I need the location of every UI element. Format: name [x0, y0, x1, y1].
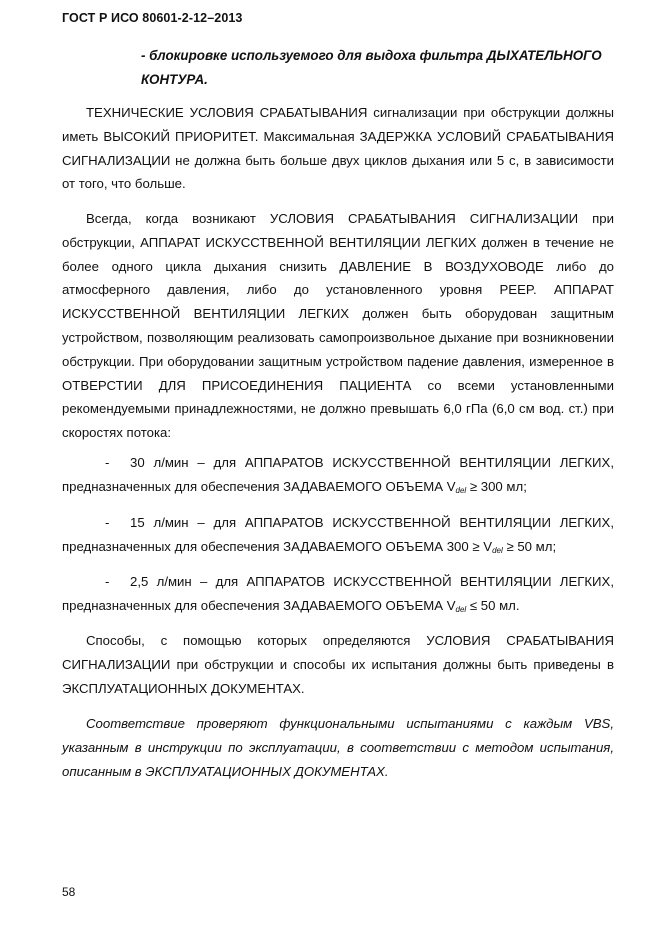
bullet-text: 30 л/мин – для АППАРАТОВ ИСКУССТВЕННОЙ ВЕНТИЛЯЦИИ ЛЕГКИХ, предназначенных для обеспечения ЗАДАВАЕМОГО ОБЪЕМА V	[62, 455, 614, 494]
bullet-subscript: del	[455, 486, 467, 495]
bullet-tail: ≤ 50 мл.	[466, 598, 520, 613]
paragraph-alarm-priority: ТЕХНИЧЕСКИЕ УСЛОВИЯ СРАБАТЫВАНИЯ сигнализации при обструкции должны иметь ВЫСОКИЙ ПРИОРИТЕТ. Максимальная ЗАДЕРЖКА УСЛОВИЙ СРАБАТЫВАНИЯ СИГНАЛИЗАЦИИ не должна быть больше двух циклов дыхания или 5 с, в зависимости от того, что больше.	[62, 105, 614, 192]
bullet-subscript: del	[492, 546, 503, 555]
bullet-subscript: del	[455, 605, 467, 614]
subheading-line-2: КОНТУРА.	[141, 72, 208, 87]
list-item-flow-2-5	[62, 570, 614, 622]
bullet-dash: -	[105, 574, 110, 589]
list-item-flow-15	[62, 511, 614, 563]
bullet-dash: -	[105, 455, 110, 470]
subheading-line-1: - блокировке используемого для выдоха фильтра ДЫХАТЕЛЬНОГО	[141, 48, 602, 63]
subheading	[141, 44, 611, 92]
paragraph-obstruction-response: Всегда, когда возникают УСЛОВИЯ СРАБАТЫВАНИЯ СИГНАЛИЗАЦИИ при обструкции, АППАРАТ ИСКУССТВЕННОЙ ВЕНТИЛЯЦИИ ЛЕГКИХ должен в течение не более одного цикла дыхания снизить ДАВЛЕНИЕ В ВОЗДУХОВОДЕ либо до атмосферного давления, либо до установленного уровня PEEP. АППАРАТ ИСКУССТВЕННОЙ ВЕНТИЛЯЦИИ ЛЕГКИХ должен быть оборудован защитным устройством, позволяющим реализовать самопроизвольное дыхание при возникновении обструкции. При оборудовании защитным устройством падение давления, измеренное в ОТВЕРСТИИ ДЛЯ ПРИСОЕДИНЕНИЯ ПАЦИЕНТА со всеми установленными рекомендуемыми принадлежностями, не должно превышать 6,0 гПа (6,0 см вод. ст.) при скоростях потока:	[62, 211, 614, 441]
bullet-dash: -	[105, 515, 110, 530]
list-item-flow-30	[62, 451, 614, 503]
bullet-tail: ≥ 300 мл;	[466, 479, 527, 494]
bullet-text: 15 л/мин – для АППАРАТОВ ИСКУССТВЕННОЙ ВЕНТИЛЯЦИИ ЛЕГКИХ, предназначенных для обеспечения ЗАДАВАЕМОГО ОБЪЕМА 300 ≥ V	[62, 515, 614, 554]
paragraph-compliance: Соответствие проверяют функциональными испытаниями с каждым VBS, указанным в инструкции по эксплуатации, в соответствии с методом испытания, описанным в ЭКСПЛУАТАЦИОННЫХ ДОКУМЕНТАХ.	[62, 716, 614, 779]
page-number: 58	[62, 885, 76, 899]
document-header: ГОСТ Р ИСО 80601-2-12–2013	[62, 11, 243, 25]
paragraph-methods: Способы, с помощью которых определяются УСЛОВИЯ СРАБАТЫВАНИЯ СИГНАЛИЗАЦИИ при обструкции и способы их испытания должны быть приведены в ЭКСПЛУАТАЦИОННЫХ ДОКУМЕНТАХ.	[62, 633, 614, 696]
bullet-text: 2,5 л/мин – для АППАРАТОВ ИСКУССТВЕННОЙ ВЕНТИЛЯЦИИ ЛЕГКИХ, предназначенных для обеспечения ЗАДАВАЕМОГО ОБЪЕМА V	[62, 574, 614, 613]
bullet-tail: ≥ 50 мл;	[502, 539, 557, 554]
